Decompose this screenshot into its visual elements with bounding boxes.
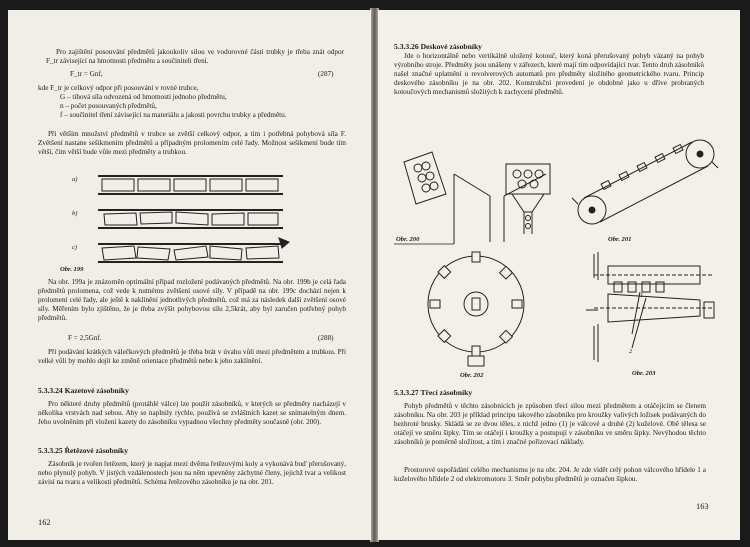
figure-203-diagram [574,252,722,366]
figure-199-caption: Obr. 199 [60,266,84,273]
equation-288-number: (288) [318,334,334,342]
figure-203-label-1: 1 [640,292,644,299]
figure-203-caption: Obr. 203 [632,370,656,377]
paragraph-cassette: Pro některé druhy předmětů (protáhlé válce) lze použít zásobníků, v kterých se předměty nacházejí v několika vrstvách nad sebou. Aby se naplnily rychle, používá se zvláštních kazet se snímatelným dnem. Jeho uvolněním při vložení kazety do zásobníku vypadnou všechny předměty současně (obr. 200). [38,400,346,426]
paragraph-rollers: Při podávání krátkých válečkových předmětů je třeba brát v úvahu vůli mezi předmětem a trubkou. Při velké vůli by mohlo dojít ke změně orientace předmětů nebo k jeho zaklínění. [38,348,346,365]
where-n: n – počet posouvaných předmětů, [60,102,157,110]
section-heading-5-3-3-25: 5.3.3.25 Řetězové zásobníky [38,446,129,455]
paragraph-obliquity: Při větším množství předmětů v trubce se zvětší celkový odpor, a tím i potřebná pohybová síla F. Zvětšení nastane sešikmením předmětů a případným prolomením celé řady. Možnost sešikmení bude tím větší, čím větší bude vůle mezi předměty a trubkou. [38,130,346,156]
paragraph-intro: Pro zajištění posouvání předmětů jakoukoliv silou ve vodorovné části trubky je třeba znát odpor F_tr závisející na hmotnosti předmětu a součiniteli tření. [46,48,344,65]
where-f: f – součinitel tření závisející na materiálu a jakosti povrchu trubky a předmětu. [60,111,287,119]
paragraph-friction: Pohyb předmětů v těchto zásobnících je způsoben třecí silou mezi předmětem a otáčejícím se členem zásobníku. Na obr. 203 je příklad principu takového zásobníku pro kroužky valivých ložisek podávaných do bezhroté brusky. Skládá se ze dvou těles, z nichž jedno (1) je válcové a druhé (2) kuželové. Obě tělesa se otáčejí ve směru šipky. Tím se otáčejí i kroužky a postupují v zásobníku ve směru šipky. Nevýhodou těchto zásobníků je poměrně složitost, a tím i značné pořizovací náklady. [394,402,706,446]
figure-199-label-b: b) [72,210,78,217]
figure-200-caption: Obr. 200 [396,236,420,243]
page-number-right: 163 [696,502,709,511]
left-page [8,10,371,540]
section-heading-5-3-3-26: 5.3.3.26 Deskové zásobníky [394,42,482,51]
equation-287-number: (287) [318,70,334,78]
equation-288: F = 2,5Gnf. [68,334,102,342]
where-intro: kde F_tr je celkový odpor při posouvání v rovné trubce, [38,84,199,92]
page-number-left: 162 [38,518,51,527]
section-heading-5-3-3-24: 5.3.3.24 Kazetové zásobníky [38,386,129,395]
figure-201-caption: Obr. 201 [608,236,632,243]
figure-203-label-2: 2 [629,348,633,355]
paragraph-chain: Zásobník je tvořen řetězem, který je napjat mezi dvěma řetězovými koly a vykonává buď přerušovaný, nebo plynulý pohyb. V jistých vzdálenostech jsou na něm upevněny záchytné členy, jejichž tvar a velikost závisí na tvaru a velikosti předmětů. Schéma řetězového zásobníku je na obr. 201. [38,460,346,486]
figure-202-diagram [426,248,526,368]
figure-199-label-c: c) [72,244,78,251]
figure-200-diagram [394,134,564,244]
figure-201-diagram [572,134,722,234]
figure-202-caption: Obr. 202 [460,372,484,379]
section-heading-5-3-3-27: 5.3.3.27 Třecí zásobníky [394,388,473,397]
paragraph-disc: Jde o horizontálně nebo vertikálně uložený kotouč, který koná přerušovaný pohyb vázaný na pohyb výrobního stroje. Předměty jsou unášeny v zářezech, které mají tím odpovídající tvar. Tento druh zásobníků našel značné uplatnění u revolverových automatů pro předměty složitého geometrického tvaru. Princip deskového zásobníku je na obr. 202. Konstrukční provedení je obdobné jako u dříve probraných kotoučových mechanismů složitých k zachycení předmětů. [394,52,704,96]
paragraph-fig199: Na obr. 199a je znázorněn optimální případ rozložení podávaných předmětů. Na obr. 199b je celá řada předmětů prolomena, což vede k nutnému zvětšení osové síly. V případě na obr. 199c dochází nejen k prolomení celé řady, ale ještě k naklínění jednotlivých předmětů, což má za následek další zvětšení osové síly. Měřením bylo zjištěno, že je třeba zvýšit pohybovou sílu 2,5krát, aby byl zaručen potřebný pohyb předmětů. [38,278,346,322]
equation-287: F_tr = Gnf, [70,70,103,78]
right-page [378,10,740,540]
paragraph-arrangement: Prostorové uspořádání celého mechanismu je na obr. 204. Je zde vidět celý pohon válcového hřídele 1 a kuželového hřídele 2 od elektromotoru 3. Směr pohybu předmětů je označen šipkou. [394,466,706,483]
where-G: G – tíhová síla odvozená od hmotnosti jednoho předmětu, [60,93,227,101]
figure-199-label-a: a) [72,176,78,183]
figure-199-diagram [68,168,328,264]
